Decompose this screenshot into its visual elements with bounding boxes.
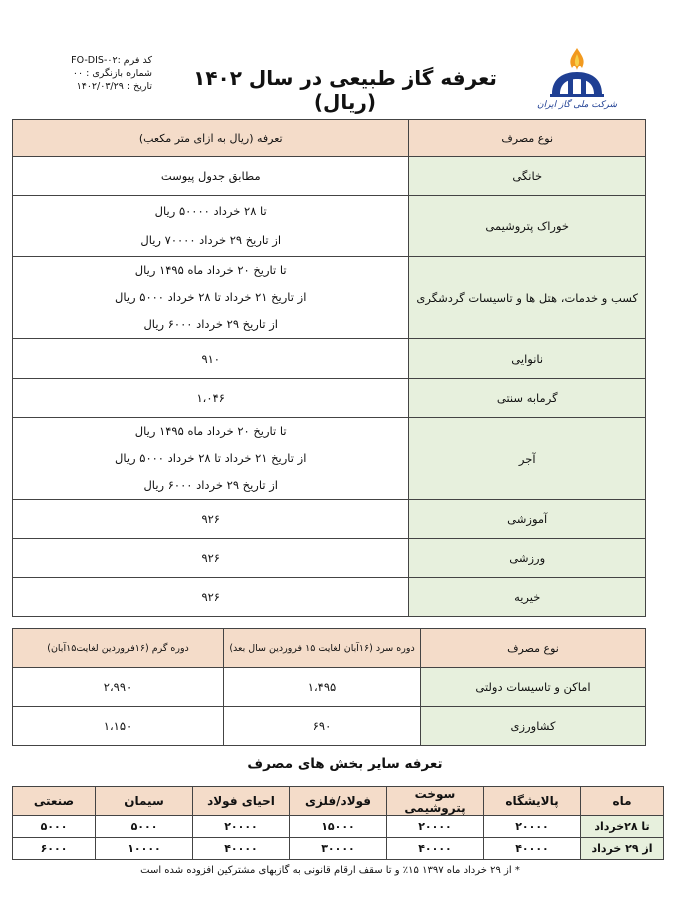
row-value: ۹۲۶ (13, 539, 409, 578)
row-label: تا ۲۸خرداد (581, 816, 664, 838)
cell: ۲۰۰۰۰ (387, 816, 484, 838)
row-value-line: از تاریخ ۲۱ خرداد تا ۲۸ خرداد ۵۰۰۰ ریال (114, 451, 307, 465)
row-value-line: تا ۲۸ خرداد ۵۰۰۰۰ ریال (154, 204, 267, 218)
col-header-type: نوع مصرف (421, 629, 646, 668)
row-label: از ۲۹ خرداد (581, 838, 664, 860)
tariff-table-main (12, 119, 646, 617)
cell: ۳۰۰۰۰ (290, 838, 387, 860)
warm-value: ۱،۱۵۰ (13, 707, 224, 746)
cell: ۶۰۰۰ (13, 838, 96, 860)
col-header-cold: دوره سرد (۱۶آبان لغایت ۱۵ فروردین سال بعد) (224, 629, 421, 668)
other-sectors-title: تعرفه سایر بخش های مصرف (247, 756, 443, 772)
row-value-line: تا تاریخ ۲۰ خرداد ماه ۱۴۹۵ ریال (134, 263, 287, 277)
table-row (13, 500, 646, 539)
col-header-type: نوع مصرف (409, 120, 646, 157)
row-label: خانگی (409, 157, 646, 196)
revision-number: شماره بازنگری : ۰۰ (72, 68, 152, 79)
form-date: تاریخ : ۱۴۰۲/۰۳/۲۹ (76, 81, 152, 92)
cell: ۴۰۰۰۰ (484, 838, 581, 860)
row-label: کسب و خدمات، هتل ها و تاسیسات گردشگری (409, 257, 646, 339)
cold-value: ۱،۴۹۵ (224, 668, 421, 707)
form-meta (40, 54, 152, 93)
col-header: سوخت پتروشیمی (387, 787, 484, 816)
logo-caption: شرکت ملی گاز ایران (537, 100, 617, 110)
row-label: آجر (409, 418, 646, 500)
cell: ۵۰۰۰ (13, 816, 96, 838)
row-value-line: از تاریخ ۲۹ خرداد ۶۰۰۰ ریال (143, 478, 278, 492)
table-row (13, 539, 646, 578)
table-row (13, 339, 646, 379)
cell: ۱۵۰۰۰ (290, 816, 387, 838)
row-value: ۹۲۶ (13, 578, 409, 617)
cell: ۴۰۰۰۰ (387, 838, 484, 860)
row-value: ۹۲۶ (13, 500, 409, 539)
row-label: نانوایی (409, 339, 646, 379)
table-row (13, 707, 646, 746)
row-label: آموزشی (409, 500, 646, 539)
row-label: خیریه (409, 578, 646, 617)
table-row (13, 257, 646, 339)
table-row (13, 838, 664, 860)
row-value-line: از تاریخ ۲۱ خرداد تا ۲۸ خرداد ۵۰۰۰ ریال (114, 290, 307, 304)
warm-value: ۲،۹۹۰ (13, 668, 224, 707)
row-value-line: تا تاریخ ۲۰ خرداد ماه ۱۴۹۵ ریال (134, 424, 287, 438)
col-header-tariff: تعرفه (ریال به ازای متر مکعب) (13, 120, 409, 157)
cell: ۵۰۰۰ (96, 816, 193, 838)
table-row (13, 379, 646, 418)
table-row (13, 196, 646, 257)
cell: ۴۰۰۰۰ (193, 838, 290, 860)
row-value: ۱،۰۴۶ (13, 379, 409, 418)
table-row (13, 816, 664, 838)
row-value: مطابق جدول پیوست (13, 157, 409, 196)
row-label: گرمابه سنتی (409, 379, 646, 418)
table-row (13, 668, 646, 707)
col-header: احیای فولاد (193, 787, 290, 816)
col-header: پالایشگاه (484, 787, 581, 816)
col-header-warm: دوره گرم (۱۶فروردین لغایت۱۵آبان) (13, 629, 224, 668)
company-logo (532, 44, 622, 116)
page-title: تعرفه گاز طبیعی در سال ۱۴۰۲ (ریال) (193, 66, 497, 114)
row-label: کشاورزی (421, 707, 646, 746)
cell: ۲۰۰۰۰ (484, 816, 581, 838)
table-row (13, 578, 646, 617)
cell: ۱۰۰۰۰ (96, 838, 193, 860)
row-value: ۹۱۰ (13, 339, 409, 379)
cell: ۲۰۰۰۰ (193, 816, 290, 838)
row-label: خوراک پتروشیمی (409, 196, 646, 257)
tariff-table-other (12, 786, 664, 860)
col-header: صنعتی (13, 787, 96, 816)
table-row (13, 157, 646, 196)
footnote: * از ۲۹ خرداد ماه ۱۳۹۷ ۱۵٪ و تا سقف ارقام قانونی به گازبهای مشترکین افزوده شده است (140, 865, 520, 876)
row-label: اماکن و تاسیسات دولتی (421, 668, 646, 707)
col-header: ماه (581, 787, 664, 816)
row-value-line: از تاریخ ۲۹ خرداد ۷۰۰۰۰ ریال (140, 233, 282, 247)
row-value-line: از تاریخ ۲۹ خرداد ۶۰۰۰ ریال (143, 317, 278, 331)
row-label: ورزشی (409, 539, 646, 578)
form-code: کد فرم :FO-DIS-۰۲ (71, 55, 152, 66)
tariff-table-seasonal (12, 628, 646, 746)
col-header: فولاد/فلزی (290, 787, 387, 816)
cold-value: ۶۹۰ (224, 707, 421, 746)
col-header: سیمان (96, 787, 193, 816)
table-row (13, 418, 646, 500)
